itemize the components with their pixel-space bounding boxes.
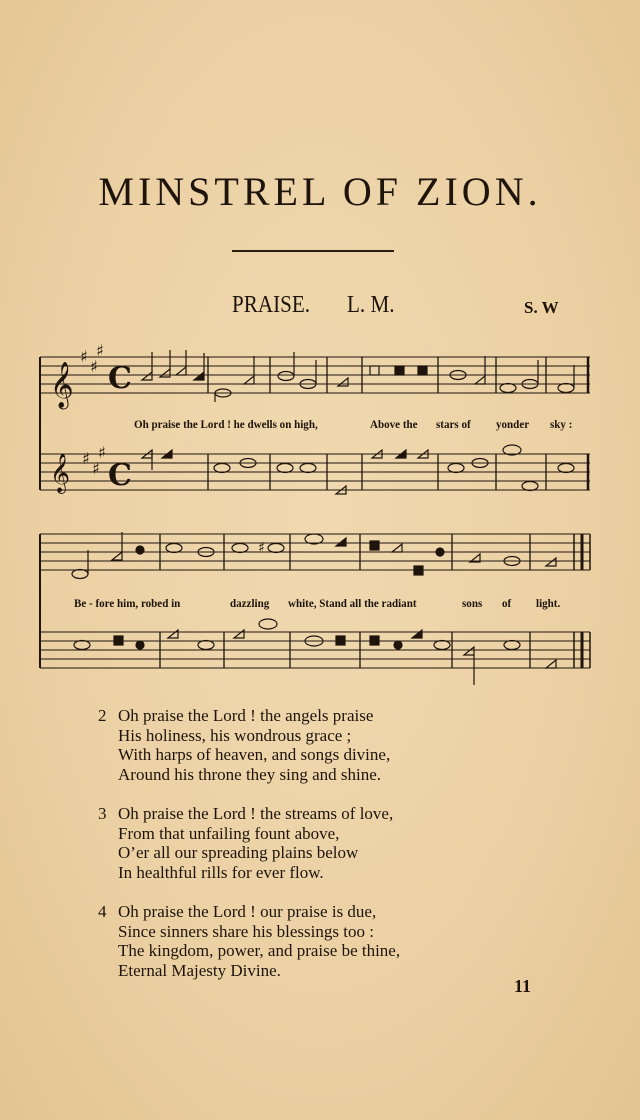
svg-text:♯: ♯ [96, 341, 104, 360]
verse-line: The kingdom, power, and praise be thine, [118, 941, 401, 960]
music-score [0, 330, 640, 690]
verse-line: Oh praise the Lord ! the angels praise [118, 706, 374, 725]
verses-block [0, 706, 640, 1000]
verse-line: O’er all our spreading plains below [118, 843, 359, 862]
notes-treble-2 [72, 532, 556, 579]
verse-line: Since sinners share his blessings too : [118, 921, 374, 941]
page-number: 11 [514, 976, 532, 996]
verse-line: Oh praise the Lord ! our praise is due, [118, 902, 377, 921]
verse [0, 804, 640, 882]
notes-bass-2 [74, 619, 556, 685]
tune-meter: L. M. [347, 292, 395, 318]
svg-text:♯: ♯ [92, 459, 100, 478]
lyric-line-2e: of [502, 596, 512, 610]
lyric-line-1e: sky : [550, 417, 573, 431]
svg-text:♯: ♯ [82, 449, 90, 468]
svg-text:C: C [108, 458, 132, 493]
verse-number: 3 [98, 804, 107, 823]
lyric-line-2d: sons [462, 596, 483, 610]
page-title: MINSTREL OF ZION. [98, 169, 542, 214]
title-rule [232, 250, 394, 252]
verse [0, 706, 640, 784]
lyric-line-2a: Be - fore him, robed in [74, 596, 181, 610]
notes-treble-1 [142, 350, 574, 402]
verse-number: 2 [98, 706, 107, 725]
verse-line: In healthful rills for ever flow. [118, 862, 324, 882]
svg-text:♯: ♯ [80, 347, 88, 366]
tune-name: PRAISE. [232, 292, 311, 318]
verse-line: From that unfailing fount above, [118, 823, 340, 843]
verse-line: Eternal Majesty Divine. [118, 960, 281, 980]
lyric-line-1b: Above the [370, 417, 418, 431]
verse-line: Around his throne they sing and shine. [118, 764, 381, 784]
lyric-line-2f: light. [536, 596, 561, 610]
verse-line: His holiness, his wondrous grace ; [118, 725, 352, 745]
treble-clef-icon-2: 𝄞 [50, 453, 71, 493]
verse-line: Oh praise the Lord ! the streams of love, [118, 804, 394, 823]
verse-number: 4 [98, 902, 107, 921]
svg-text:♯: ♯ [258, 540, 265, 556]
svg-text:♯: ♯ [90, 357, 98, 376]
lyric-line-1a: Oh praise the Lord ! he dwells on high, [134, 417, 318, 431]
verse [0, 902, 640, 980]
svg-text:♯: ♯ [98, 443, 106, 462]
notes-bass-1 [142, 445, 574, 494]
lyric-line-1d: yonder [496, 417, 530, 431]
treble-clef-icon: 𝄞 [50, 362, 74, 408]
common-time-icon: C [108, 361, 132, 396]
lyric-line-2b: dazzling [230, 596, 270, 610]
composer-initials: S. W [524, 298, 559, 317]
lyric-line-2c: white, Stand all the radiant [288, 596, 417, 610]
verse-line: With harps of heaven, and songs divine, [118, 745, 391, 764]
lyric-line-1c: stars of [436, 417, 471, 431]
